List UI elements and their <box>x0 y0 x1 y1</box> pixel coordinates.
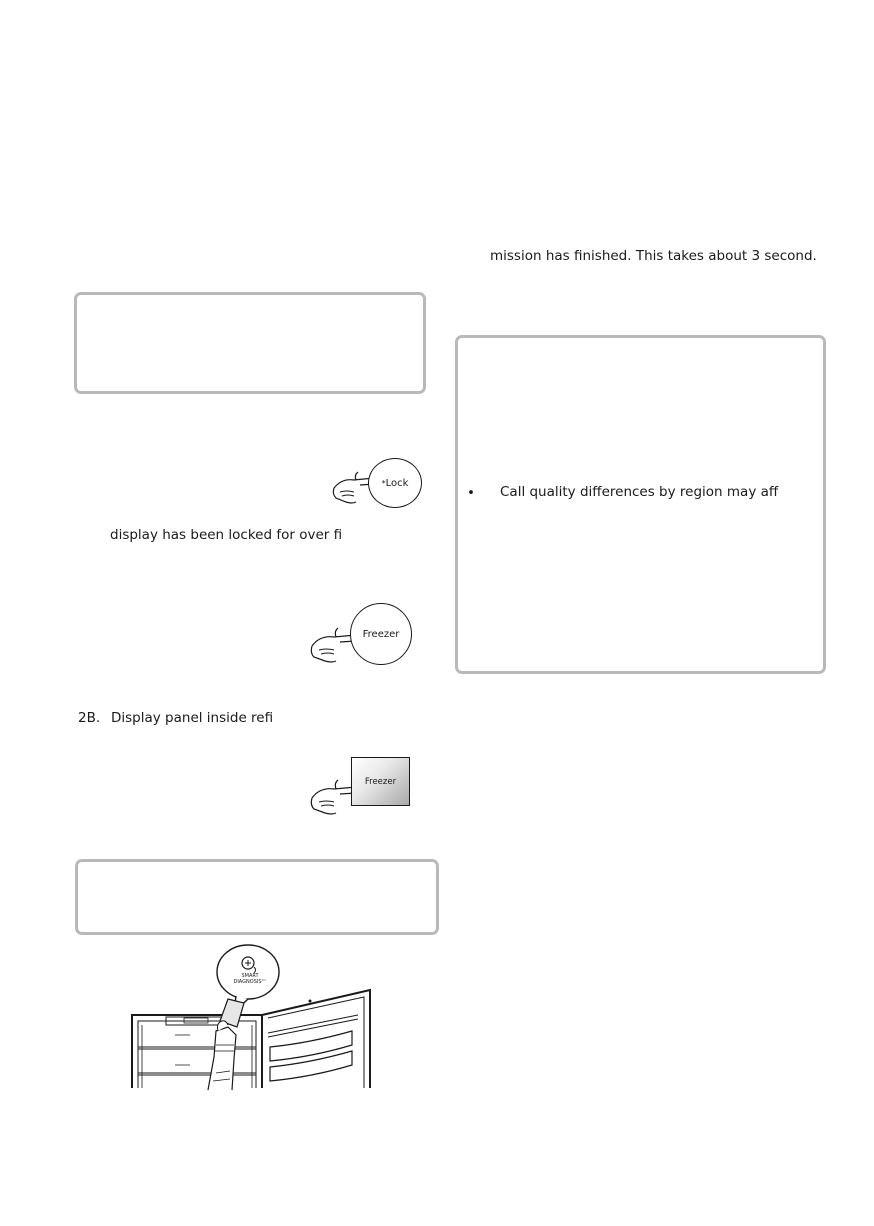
freezer-panel-button[interactable] <box>351 757 410 806</box>
freezer-button-label: Freezer <box>362 628 400 640</box>
transmission-finished-text: mission has finished. This takes about 3 second. <box>490 248 817 264</box>
freezer-button[interactable] <box>350 603 412 665</box>
note-box-right <box>455 335 826 674</box>
note-box-bottom-left <box>75 859 439 935</box>
smart-diagnosis-line1: SMART <box>241 973 259 979</box>
lock-button[interactable] <box>368 458 422 508</box>
lock-star: * <box>381 478 386 488</box>
note-box-top-left <box>74 292 426 394</box>
lock-button-label: Lock <box>385 477 409 489</box>
smart-diagnosis-line2: DIAGNOSIS™ <box>233 979 267 985</box>
note-bullet: • <box>467 485 475 501</box>
section-2b-title: Display panel inside refi <box>111 710 274 726</box>
smart-diagnosis-label <box>232 973 268 985</box>
freezer-panel-label: Freezer <box>364 776 397 787</box>
refrigerator-illustration <box>120 985 380 1090</box>
call-quality-note: Call quality differences by region may aff <box>500 484 779 500</box>
section-2b-number: 2B. <box>78 710 101 726</box>
display-locked-text: display has been locked for over fi <box>110 527 343 543</box>
